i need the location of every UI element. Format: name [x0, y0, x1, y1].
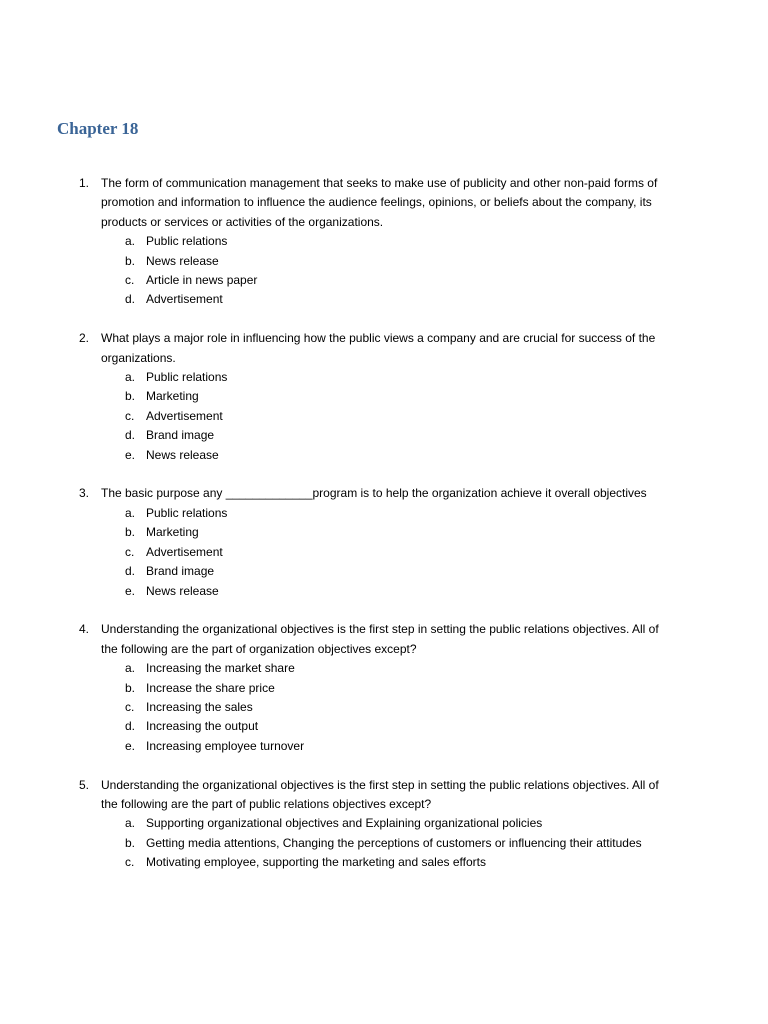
answer-option: [0, 814, 768, 833]
answer-option: [0, 523, 768, 542]
option-letter: c.: [125, 855, 135, 870]
option-letter: b.: [125, 835, 136, 850]
question-list: [0, 174, 768, 892]
question-text: The form of communication management that seeks to make use of publicity and other non-paid forms of promotion and information to influence the audience feelings, opinions, or beliefs about the company, its products or services or activities of the organizations.: [101, 176, 658, 229]
question-5: [0, 776, 768, 873]
option-text: Supporting organizational objectives and Explaining organizational policies: [146, 816, 543, 831]
answer-option: [0, 737, 768, 756]
option-letter: b.: [125, 389, 136, 404]
question-text: Understanding the organizational objectives is the first step in setting the public relations objectives. All of the following are the part of public relations objectives except?: [101, 777, 659, 811]
answer-option: [0, 426, 768, 445]
option-letter: c.: [125, 544, 135, 559]
answer-option: [0, 387, 768, 406]
chapter-title: Chapter 18: [57, 119, 139, 138]
question-number: 5.: [79, 777, 90, 792]
option-text: Public relations: [146, 505, 228, 520]
question-number: 1.: [79, 176, 90, 190]
answer-option: [0, 232, 768, 251]
question-text: The basic purpose any _____________program is to help the organization achieve it overall objectives: [101, 486, 647, 501]
answer-options: [0, 232, 768, 310]
option-letter: e.: [125, 738, 136, 753]
option-text: News release: [146, 583, 219, 598]
question-3: [0, 484, 768, 600]
answer-option: [0, 543, 768, 562]
option-text: Advertisement: [146, 292, 223, 307]
answer-option: [0, 834, 768, 853]
option-text: Advertisement: [146, 544, 223, 559]
option-text: News release: [146, 447, 219, 462]
question-number: 2.: [79, 331, 90, 346]
option-text: Increasing the output: [146, 719, 259, 734]
option-text: Advertisement: [146, 408, 223, 423]
option-text: Increasing the sales: [146, 699, 253, 714]
answer-options: [0, 814, 768, 872]
option-letter: a.: [125, 505, 136, 520]
option-text: Brand image: [146, 564, 215, 579]
question-1: [0, 174, 768, 310]
answer-option: [0, 407, 768, 426]
answer-option: [0, 659, 768, 678]
option-letter: d.: [125, 292, 136, 307]
answer-option: [0, 446, 768, 465]
answer-options: [0, 659, 768, 756]
answer-option: [0, 582, 768, 601]
option-text: Getting media attentions, Changing the perceptions of customers or influencing their attitudes: [146, 835, 642, 850]
option-letter: d.: [125, 564, 136, 579]
answer-options: [0, 368, 768, 465]
option-text: Marketing: [146, 525, 199, 540]
option-letter: b.: [125, 680, 136, 695]
option-text: Increasing the market share: [146, 661, 295, 676]
answer-option: [0, 853, 768, 872]
answer-option: [0, 290, 768, 309]
option-letter: e.: [125, 583, 136, 598]
question-number: 4.: [79, 622, 90, 637]
option-letter: a.: [125, 370, 136, 385]
option-letter: c.: [125, 408, 135, 423]
question-text: Understanding the organizational objectives is the first step in setting the public relations objectives. All of the following are the part of organization objectives except?: [101, 622, 659, 656]
option-letter: e.: [125, 447, 136, 462]
option-text: Increase the share price: [146, 680, 275, 695]
option-letter: c.: [125, 273, 135, 288]
option-text: Motivating employee, supporting the marketing and sales efforts: [146, 855, 486, 870]
option-text: Article in news paper: [146, 273, 258, 288]
answer-option: [0, 679, 768, 698]
option-letter: b.: [125, 525, 136, 540]
answer-option: [0, 368, 768, 387]
answer-option: [0, 562, 768, 581]
answer-options: [0, 504, 768, 601]
option-letter: c.: [125, 699, 135, 714]
question-number: 3.: [79, 486, 90, 501]
option-text: Brand image: [146, 428, 215, 443]
answer-option: [0, 717, 768, 736]
option-text: Public relations: [146, 234, 228, 249]
answer-option: [0, 504, 768, 523]
option-text: Marketing: [146, 389, 199, 404]
option-text: News release: [146, 253, 219, 268]
option-letter: a.: [125, 816, 136, 831]
option-letter: a.: [125, 234, 136, 249]
answer-option: [0, 271, 768, 290]
option-letter: d.: [125, 719, 136, 734]
question-text: What plays a major role in influencing how the public views a company and are crucial for success of the organizations.: [101, 331, 656, 365]
option-letter: a.: [125, 661, 136, 676]
question-4: [0, 620, 768, 756]
option-letter: b.: [125, 253, 136, 268]
answer-option: [0, 698, 768, 717]
option-letter: d.: [125, 428, 136, 443]
option-text: Public relations: [146, 370, 228, 385]
question-2: [0, 329, 768, 465]
option-text: Increasing employee turnover: [146, 738, 305, 753]
answer-option: [0, 252, 768, 271]
